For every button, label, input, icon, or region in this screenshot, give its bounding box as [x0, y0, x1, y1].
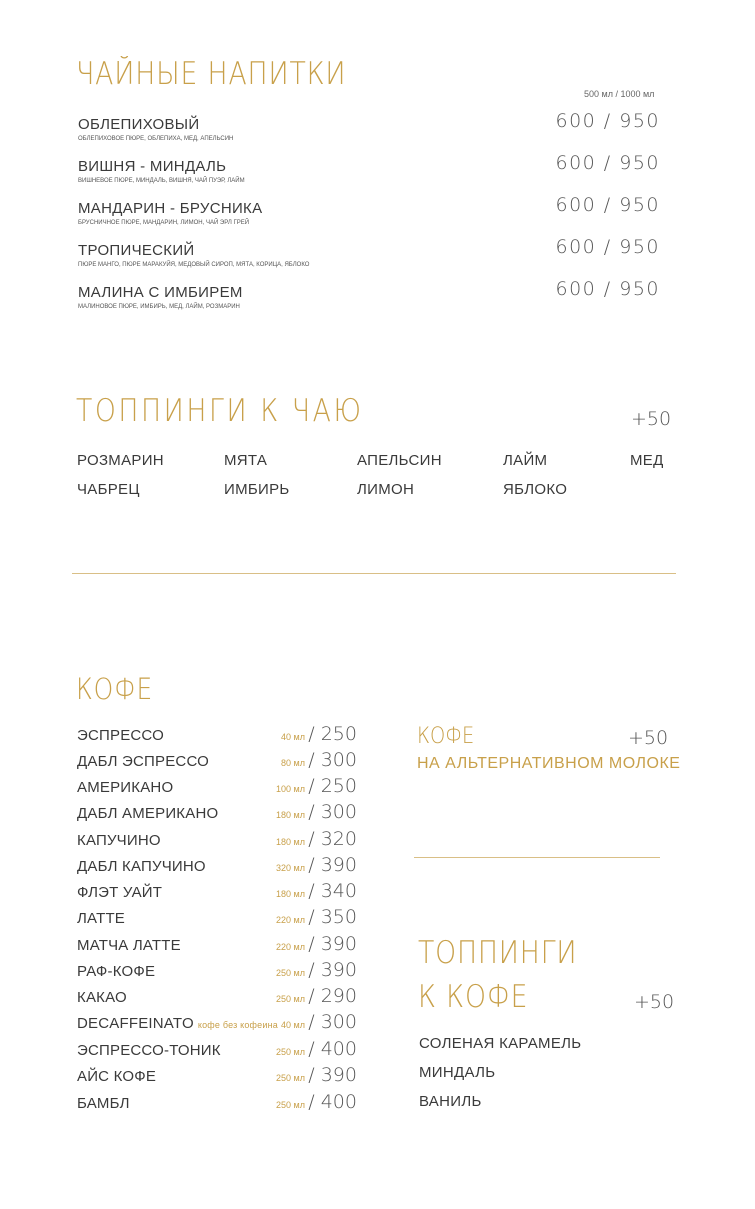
- item-description: ВИШНЕВОЕ ПЮРЕ, МИНДАЛЬ, ВИШНЯ, ЧАЙ ПУЭР, ЛАЙМ: [78, 178, 245, 184]
- item-price: 600 / 950: [555, 236, 660, 258]
- item-volume: 250 мл: [276, 1100, 305, 1110]
- tea-toppings-title: ТОППИНГИ К ЧАЮ: [76, 393, 364, 429]
- item-volume: 250 мл: [276, 968, 305, 978]
- menu-item: [78, 194, 668, 240]
- tea-section-title: ЧАЙНЫЕ НАПИТКИ: [76, 56, 347, 92]
- item-volume: 250 мл: [276, 994, 305, 1004]
- topping-item: ЧАБРЕЦ: [77, 481, 140, 498]
- coffee-toppings-price: +50: [634, 991, 675, 1013]
- item-price: / 340: [308, 880, 357, 902]
- item-volume: 80 мл: [281, 758, 305, 768]
- item-price: / 300: [308, 801, 357, 823]
- coffee-toppings-title-line2: К КОФЕ: [418, 979, 529, 1015]
- alt-milk-price: +50: [628, 727, 669, 749]
- menu-item: [78, 110, 668, 156]
- item-price: 600 / 950: [555, 110, 660, 132]
- coffee-section-title: КОФЕ: [76, 672, 154, 706]
- menu-item: [78, 278, 668, 324]
- menu-item: [78, 236, 668, 282]
- item-volume: 180 мл: [276, 889, 305, 899]
- item-volume: 180 мл: [276, 810, 305, 820]
- item-name: DECAFFEINATO кофе без кофеина: [77, 1015, 278, 1032]
- item-volume: 220 мл: [276, 942, 305, 952]
- item-volume: 40 мл: [281, 732, 305, 742]
- item-name: КАПУЧИНО: [77, 832, 161, 849]
- item-description: МАЛИНОВОЕ ПЮРЕ, ИМБИРЬ, МЕД, ЛАЙМ, РОЗМАРИН: [78, 304, 240, 310]
- topping-item: ЛИМОН: [357, 481, 415, 498]
- item-name: АМЕРИКАНО: [77, 779, 174, 796]
- section-divider: [414, 857, 660, 858]
- coffee-toppings-title: ТОППИНГИ: [418, 935, 578, 971]
- topping-item: МЯТА: [224, 452, 268, 469]
- item-name: РАФ-КОФЕ: [77, 963, 156, 980]
- item-name: ДАБЛ АМЕРИКАНО: [77, 805, 219, 822]
- topping-item: РОЗМАРИН: [77, 452, 164, 469]
- coffee-topping-item: СОЛЕНАЯ КАРАМЕЛЬ: [419, 1035, 582, 1052]
- item-name: МАЛИНА С ИМБИРЕМ: [78, 284, 243, 301]
- item-name: МАТЧА ЛАТТЕ: [77, 937, 181, 954]
- item-volume: 250 мл: [276, 1073, 305, 1083]
- item-price: / 250: [308, 723, 357, 745]
- item-name: ДАБЛ ЭСПРЕССО: [77, 753, 210, 770]
- coffee-item: [77, 1091, 359, 1121]
- item-volume: 100 мл: [276, 784, 305, 794]
- menu-item: [78, 152, 668, 198]
- topping-item: МЕД: [630, 452, 664, 469]
- item-name: АЙС КОФЕ: [77, 1068, 157, 1085]
- topping-item: АПЕЛЬСИН: [357, 452, 442, 469]
- item-description: ОБЛЕПИХОВОЕ ПЮРЕ, ОБЛЕПИХА, МЕД, АПЕЛЬСИН: [78, 136, 234, 142]
- item-price: / 250: [308, 775, 357, 797]
- item-price: / 400: [308, 1091, 357, 1113]
- coffee-topping-item: ВАНИЛЬ: [419, 1093, 482, 1110]
- item-name: ДАБЛ КАПУЧИНО: [77, 858, 206, 875]
- item-price: / 390: [308, 1064, 357, 1086]
- topping-item: ИМБИРЬ: [224, 481, 290, 498]
- alt-milk-subtitle: НА АЛЬТЕРНАТИВНОМ МОЛОКЕ: [417, 755, 681, 772]
- item-name: ОБЛЕПИХОВЫЙ: [78, 116, 200, 133]
- item-price: / 400: [308, 1038, 357, 1060]
- item-volume: 250 мл: [276, 1047, 305, 1057]
- item-description: ПЮРЕ МАНГО, ПЮРЕ МАРАКУЙЯ, МЕДОВЫЙ СИРОП, МЯТА, КОРИЦА, ЯБЛОКО: [78, 262, 310, 268]
- item-name: ТРОПИЧЕСКИЙ: [78, 242, 195, 259]
- coffee-topping-item: МИНДАЛЬ: [419, 1064, 496, 1081]
- item-price: / 350: [308, 906, 357, 928]
- item-price: / 390: [308, 854, 357, 876]
- alt-milk-title: КОФЕ: [417, 724, 475, 749]
- item-price: 600 / 950: [555, 194, 660, 216]
- item-name: ЭСПРЕССО-ТОНИК: [77, 1042, 221, 1059]
- item-price: / 320: [308, 828, 357, 850]
- tea-toppings-price: +50: [631, 408, 672, 430]
- item-name: МАНДАРИН - БРУСНИКА: [78, 200, 263, 217]
- item-price: 600 / 950: [555, 278, 660, 300]
- topping-item: ЯБЛОКО: [503, 481, 568, 498]
- item-price: 600 / 950: [555, 152, 660, 174]
- section-divider: [72, 573, 676, 574]
- item-price: / 390: [308, 933, 357, 955]
- tea-volume-header: 500 мл / 1000 мл: [584, 89, 655, 99]
- item-name: ВИШНЯ - МИНДАЛЬ: [78, 158, 227, 175]
- item-name: ФЛЭТ УАЙТ: [77, 884, 163, 901]
- item-volume: 220 мл: [276, 915, 305, 925]
- item-price: / 300: [308, 749, 357, 771]
- item-name: БАМБЛ: [77, 1095, 130, 1112]
- item-name: ЭСПРЕССО: [77, 727, 165, 744]
- item-price: / 390: [308, 959, 357, 981]
- item-volume: 180 мл: [276, 837, 305, 847]
- item-price: / 290: [308, 985, 357, 1007]
- topping-item: ЛАЙМ: [503, 452, 548, 469]
- item-price: / 300: [308, 1011, 357, 1033]
- item-volume: 40 мл: [281, 1020, 305, 1030]
- item-description: БРУСНИЧНОЕ ПЮРЕ, МАНДАРИН, ЛИМОН, ЧАЙ ЭРЛ ГРЕЙ: [78, 220, 250, 226]
- item-volume: 320 мл: [276, 863, 305, 873]
- item-name: КАКАО: [77, 989, 127, 1006]
- item-name: ЛАТТЕ: [77, 910, 126, 927]
